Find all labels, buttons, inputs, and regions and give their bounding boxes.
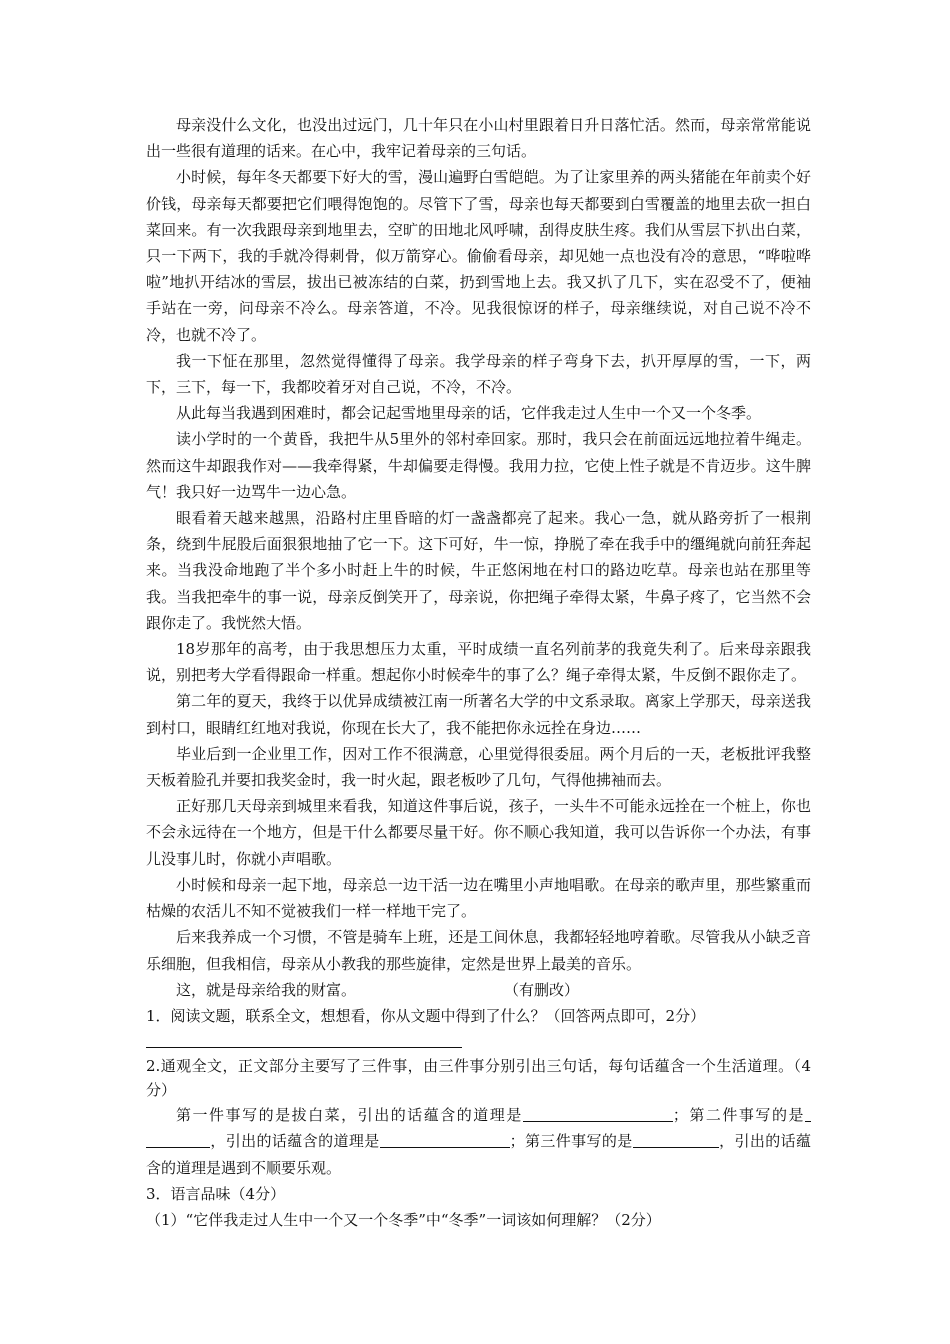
article-paragraph: 母亲没什么文化，也没出过远门，几十年只在小山村里跟着日升日落忙活。然而，母亲常常能说出一些很有道理的话来。在心中，我牢记着母亲的三句话。 (146, 116, 811, 161)
q2-text-part4: ；第三件事写的是 (509, 1132, 633, 1151)
article-paragraph: 眼看着天越来越黑，沿路村庄里昏暗的灯一盏盏都亮了起来。我心一急，就从路旁折了一根荆条，绕到牛屁股后面狠狠地抽了它一下。这下可好，牛一惊，挣脱了牵在我手中的缰绳就向前狂奔起来。当我没命地跑了半个多小时赶上牛的时候，牛正悠闲地在村口的路边吃草。母亲也站在那里等我。当我把牵牛的事一说，母亲反倒笑开了，母亲说，你把绳子牵得太紧，牛鼻子疼了，它当然不会跟你走了。我恍然大悟。 (146, 509, 811, 632)
q2-text-part2: ；第二件事写的是 (672, 1106, 805, 1125)
article-paragraph: 我一下怔在那里，忽然觉得懂得了母亲。我学母亲的样子弯身下去，扒开厚厚的雪，一下，两下，三下，每一下，我都咬着牙对自己说，不冷，不冷。 (146, 351, 811, 397)
question-2-fill (146, 1102, 811, 1181)
article-paragraph: 正好那几天母亲到城里来看我，知道这件事后说，孩子，一头牛不可能永远拴在一个桩上，你也不会永远待在一个地方，但是干什么都要尽量干好。你不顺心我知道，我可以告诉你一个办法，有事儿没事儿时，你就小声唱歌。 (146, 797, 811, 868)
q2-blank-4[interactable] (633, 1131, 719, 1148)
article-closing (146, 977, 811, 1003)
q2-blank-1[interactable] (523, 1105, 673, 1122)
article-paragraph: 小时候，每年冬天都要下好大的雪，漫山遍野白雪皑皑。为了让家里养的两头猪能在年前卖个好价钱，母亲每天都要把它们喂得饱饱的。尽管下了雪，母亲也每天都要到白雪覆盖的地里去砍一担白菜回来。有一次我跟母亲到地里去，空旷的田地北风呼啸，刮得皮肤生疼。我们从雪层下扒出白菜，只一下两下，我的手就冷得刺骨，似万箭穿心。偷偷看母亲，却见她一点也没有冷的意思，“哗啦哗啦”地扒开结冰的雪层，拔出已被冻结的白菜，扔到雪地上去。我又扒了几下，实在忍受不了，便袖手站在一旁，问母亲不冷么。母亲答道，不冷。见我很惊讶的样子，母亲继续说，对自己说不冷不冷，也就不冷了。 (146, 168, 811, 344)
article-paragraph: 后来我养成一个习惯，不管是骑车上班，还是工间休息，我都轻轻地哼着歌。尽管我从小缺乏音乐细胞，但我相信，母亲从小教我的那些旋律，定然是世界上最美的音乐。 (146, 928, 811, 973)
source-note: （有删改） (504, 980, 580, 999)
q2-blank-2a[interactable] (805, 1105, 811, 1122)
q2-blank-3[interactable] (380, 1131, 510, 1148)
exam-page (146, 112, 811, 1233)
article-paragraph: 第二年的夏天，我终于以优异成绩被江南一所著名大学的中文系录取。离家上学那天，母亲送我到村口，眼睛红红地对我说，你现在长大了，我不能把你永远拴在身边…… (146, 692, 811, 737)
article-paragraph: 读小学时的一个黄昏，我把牛从5里外的邻村牵回家。那时，我只会在前面远远地拉着牛绳走。然而这牛却跟我作对——我牵得紧，牛却偏要走得慢。我用力拉，它使上性子就是不肯迈步。这牛脾气！我只好一边骂牛一边心急。 (146, 430, 811, 501)
question-3: 3．语言品味（4分） (146, 1184, 286, 1203)
article-paragraph: 18岁那年的高考，由于我思想压力太重，平时成绩一直名列前茅的我竟失利了。后来母亲跟我说，别把考大学看得跟命一样重。想起你小时候牵牛的事了么？绳子牵得太紧，牛反倒不跟你走了。 (146, 640, 811, 685)
q2-blank-2b[interactable] (146, 1131, 210, 1148)
question-1: 1．阅读文题，联系全文，想想看，你从文题中得到了什么？（回答两点即可，2分） (146, 1006, 706, 1025)
q2-text-part1: 第一件事写的是拔白菜，引出的话蕴含的道理是 (176, 1106, 523, 1125)
question-3-1: （1）“它伴我走过人生中一个又一个冬季”中“冬季”一词该如何理解？（2分） (146, 1210, 661, 1229)
article-paragraph: 从此每当我遇到困难时，都会记起雪地里母亲的话，它伴我走过人生中一个又一个冬季。 (176, 404, 762, 423)
closing-sentence: 这，就是母亲给我的财富。 (176, 980, 357, 999)
article-paragraph: 毕业后到一企业里工作，因对工作不很满意，心里觉得很委屈。两个月后的一天，老板批评我整天板着脸孔并要扣我奖金时，我一时火起，跟老板吵了几句，气得他拂袖而去。 (146, 744, 811, 790)
q2-text-part5: ，引出的话蕴含的道理是遇到不顺要乐观。 (146, 1132, 811, 1177)
article-paragraph: 小时候和母亲一起下地，母亲总一边干活一边在嘴里小声地唱歌。在母亲的歌声里，那些繁重而枯燥的农活儿不知不觉被我们一样一样地干完了。 (146, 875, 811, 921)
answer-line-q1[interactable] (146, 1047, 462, 1048)
question-2-stem: 2.通观全文，正文部分主要写了三件事，由三件事分别引出三句话，每句话蕴含一个生活道理。（4分） (146, 1057, 811, 1100)
q2-text-part3: ，引出的话蕴含的道理是 (210, 1132, 380, 1151)
